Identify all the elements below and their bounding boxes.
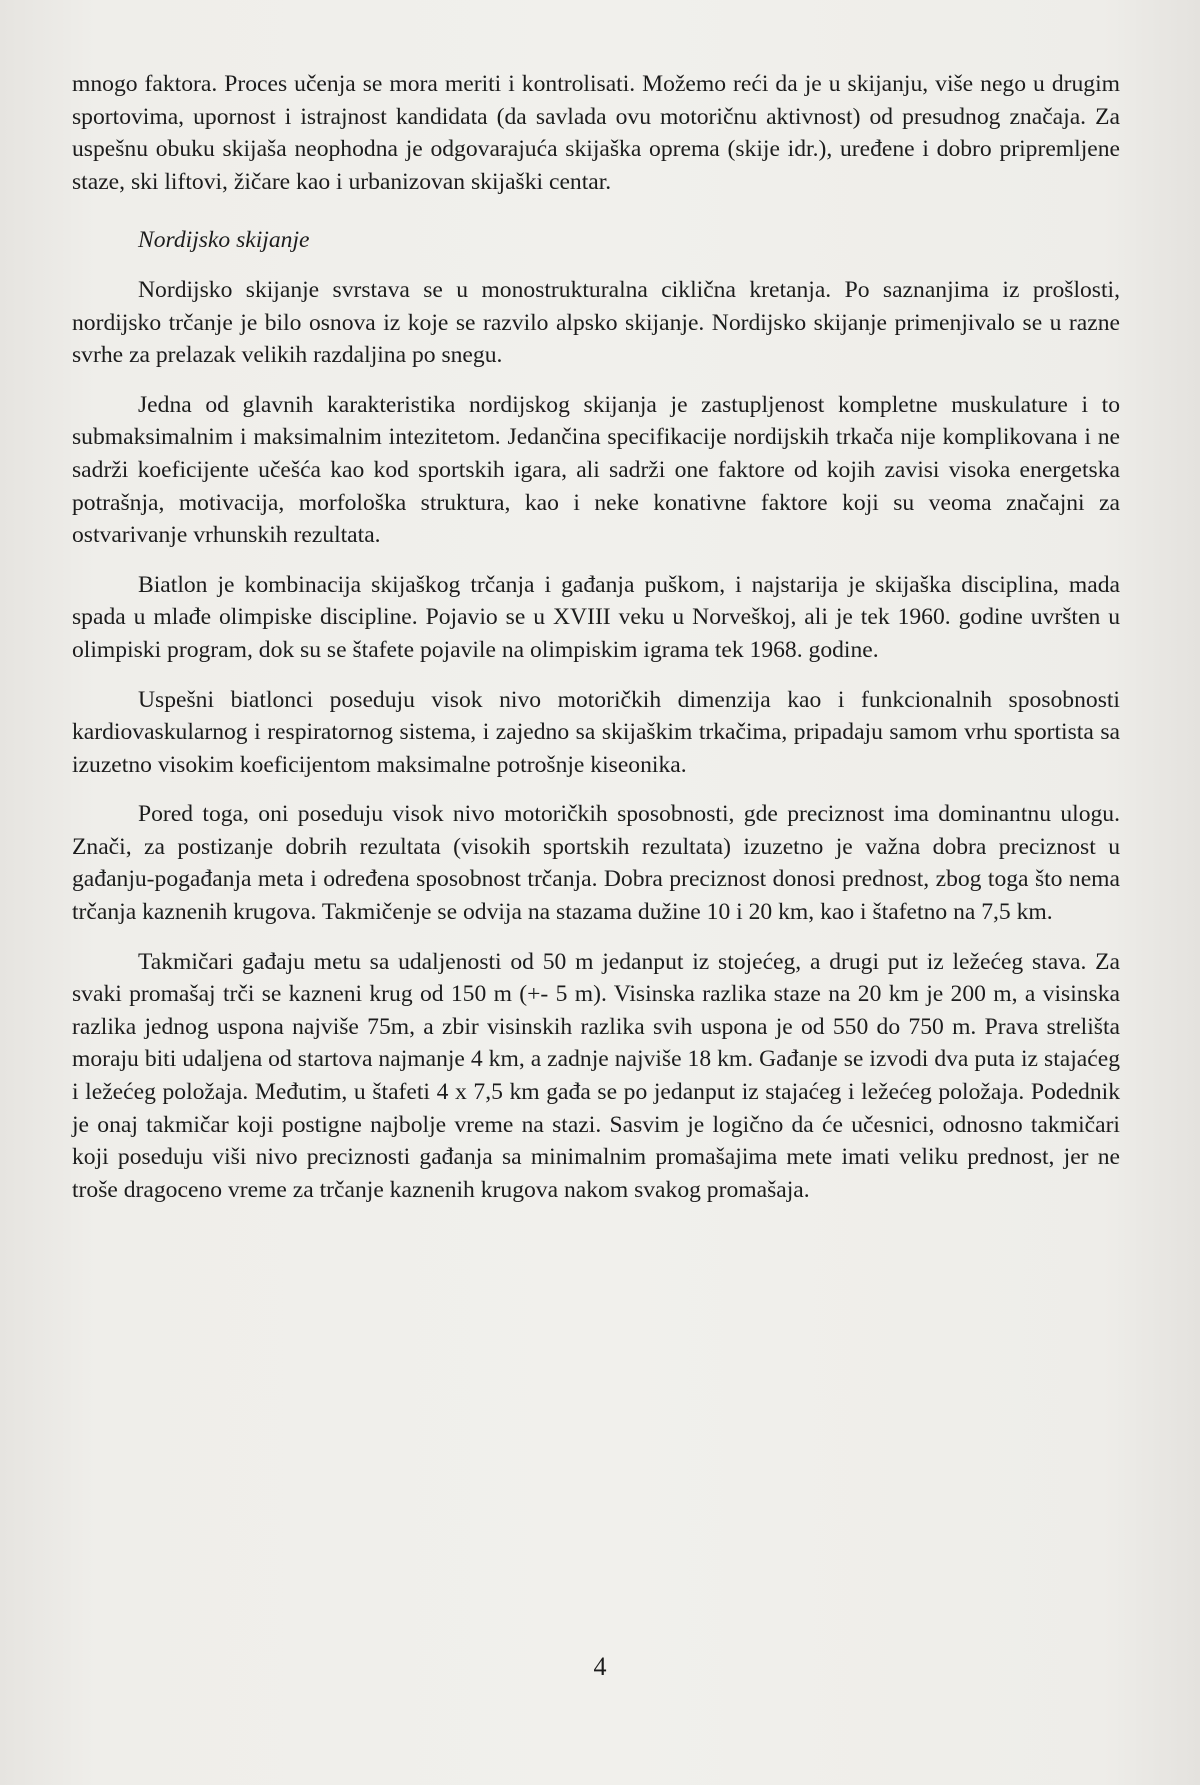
paragraph-1: mnogo faktora. Proces učenja se mora meriti i kontrolisati. Možemo reći da je u skijanju, više nego u drugim sportovima, upornost i istrajnost kandidata (da savlada ovu motoričnu aktivnost) od presudnog značaja. Za uspešnu obuku skijaša neophodna je odgovarajuća skijaška oprema (skije idr.), uređene i dobro pripremljene staze, ski liftovi, žičare kao i urbanizovan skijaški centar. bbox=[72, 71, 1120, 195]
paragraph-6: Pored toga, oni poseduju visok nivo motoričkih sposobnosti, gde preciznost ima dominantnu ulogu. Znači, za postizanje dobrih rezultata (visokih sportskih rezultata) izuzetno je važna dobra preciznost u gađanju-pogađanja meta i određena sposobnost trčanja. Dobra preciznost donosi prednost, zbog toga što nema trčanja kaznenih krugova. Takmičenje se odvija na stazama dužine 10 i 20 km, kao i štafetno na 7,5 km. bbox=[72, 801, 1120, 926]
section-heading: Nordijsko skijanje bbox=[138, 227, 310, 254]
page-number: 4 bbox=[593, 1652, 607, 1681]
paragraph-3: Jedna od glavnih karakteristika nordijskog skijanja je zastupljenost kompletne muskulature i to submaksimalnim i maksimalnim intezitetom. Jedančina specifikacije nordijskih trkača nije komplikovana i ne sadrži koeficijente učešća kao kod sportskih igara, ali sadrži one faktore od kojih zavisi visoka energetska potrašnja, motivacija, morfološka struktura, kao i neke konativne faktore koji su veoma značajni za ostvarivanje vrhunskih rezultata. bbox=[72, 391, 1120, 549]
paragraph-5: Uspešni biatlonci poseduju visok nivo motoričkih dimenzija kao i funkcionalnih sposobnosti kardiovaskularnog i respiratornog sistema, i zajedno sa skijaškim trkačima, pripadaju samom vrhu sportista sa izuzetno visokim koeficijentom maksimalne potrošnje kiseonika. bbox=[72, 686, 1120, 778]
paragraph-2: Nordijsko skijanje svrstava se u monostrukturalna ciklična kretanja. Po saznanjima iz prošlosti, nordijsko trčanje je bilo osnova iz koje se razvilo alpsko skijanje. Nordijsko skijanje primenjivalo se u razne svrhe za prelazak velikih razdaljina po snegu. bbox=[72, 276, 1120, 369]
paragraph-4: Biatlon je kombinacija skijaškog trčanja i gađanja puškom, i najstarija je skijaška disciplina, mada spada u mlađe olimpiske discipline. Pojavio se u XVIII veku u Norveškoj, ali je tek 1960. godine uvršten u olimpiski program, dok su se štafete pojavile na olimpiskim igrama tek 1968. godine. bbox=[72, 571, 1120, 663]
paragraph-7: Takmičari gađaju metu sa udaljenosti od 50 m jedanput iz stojećeg, a drugi put iz ležećeg stava. Za svaki promašaj trči se kazneni krug od 150 m (+- 5 m). Visinska razlika staze na 20 km je 200 m, a visinska razlika jednog uspona najviše 75m, a zbir visinskih razlika svih uspona je od 550 do 750 m. Prava strelišta moraju biti udaljena od startova najmanje 4 km, a zadnje najviše 18 km. Gađanje se izvodi dva puta iz stajaćeg i ležećeg položaja. Međutim, u štafeti 4 x 7,5 km gađa se po jedanput iz stajaćeg i ležećeg položaja. Podednik je onaj takmičar koji postigne najbolje vreme na stazi. Sasvim je logično da će učesnici, odnosno takmičari koji poseduju viši nivo preciznosti gađanja sa minimalnim promašajima mete imati veliku prednost, jer ne troše dragoceno vreme za trčanje kaznenih krugova nakom svakog promašaja. bbox=[72, 948, 1120, 1203]
page-body bbox=[72, 68, 1120, 1206]
